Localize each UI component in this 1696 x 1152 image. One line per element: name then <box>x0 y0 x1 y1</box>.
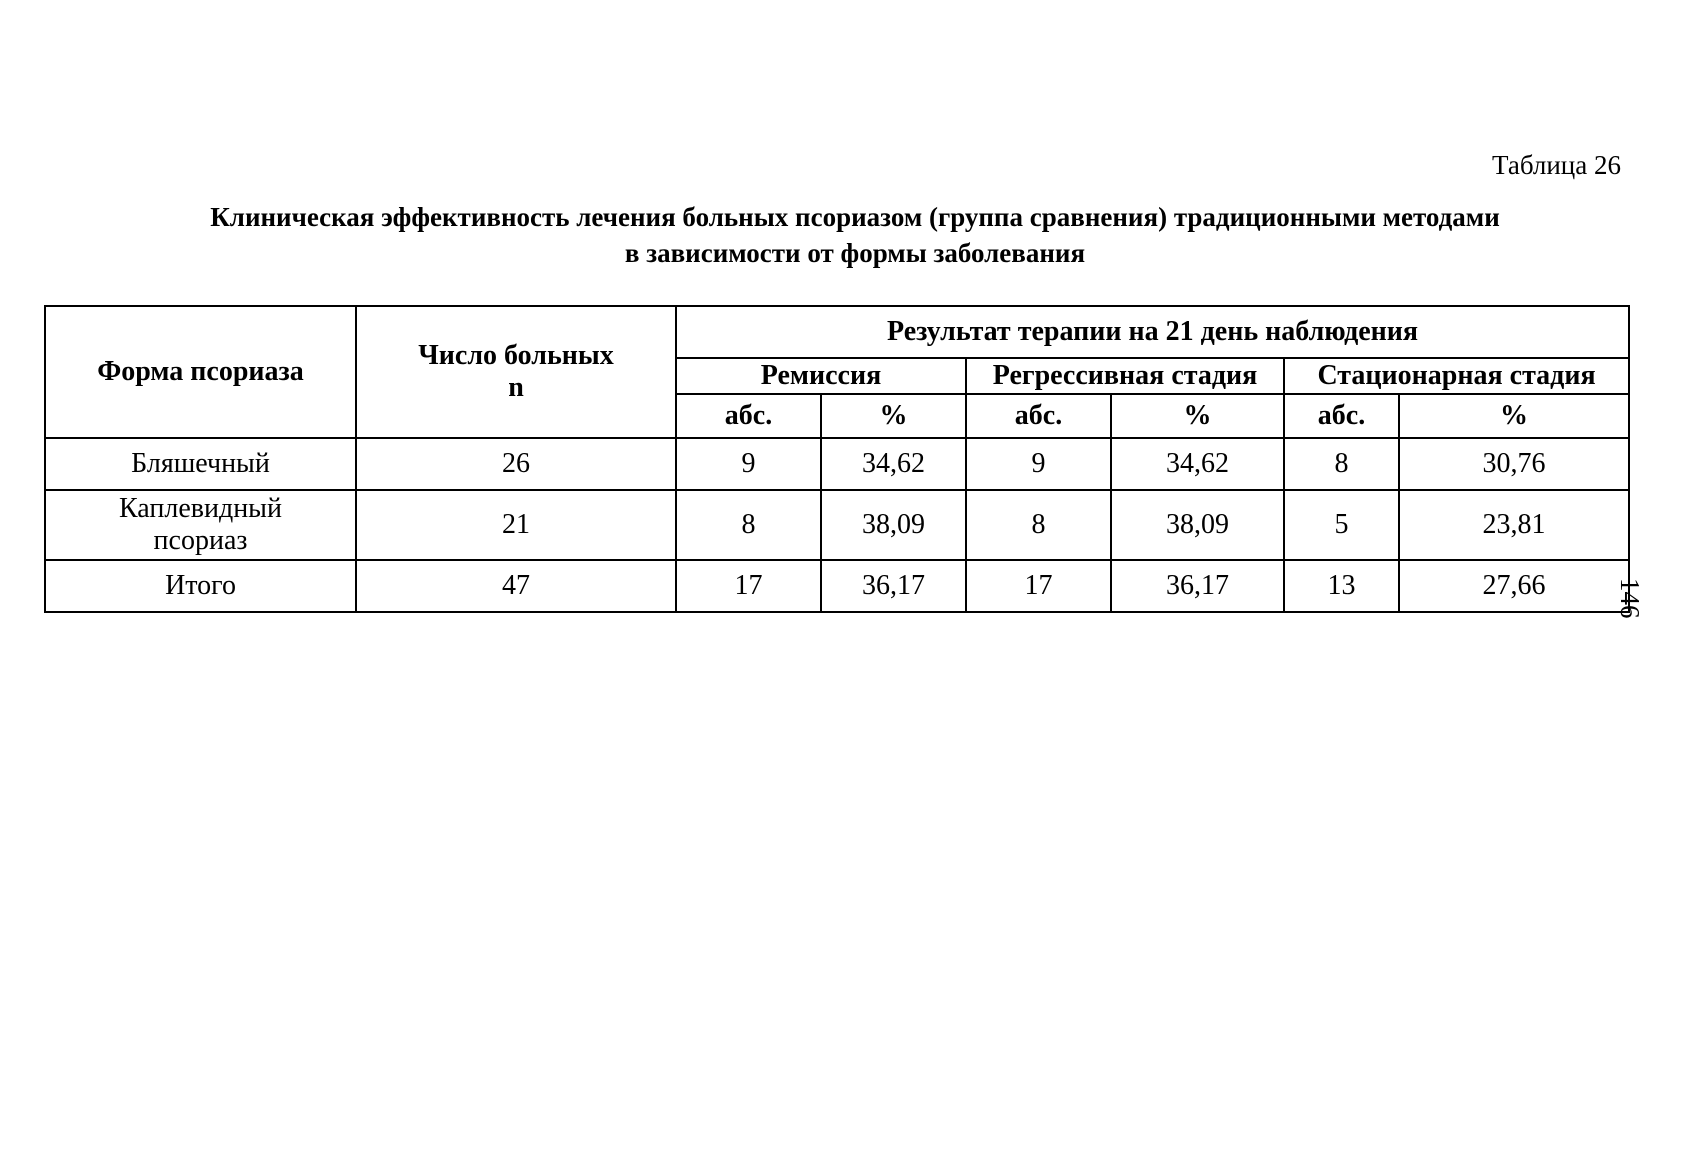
cell-form-line-2: псориаз <box>153 525 248 556</box>
cell-patient-count: 47 <box>356 560 676 612</box>
cell-remission-pct: 38,09 <box>821 490 966 560</box>
cell-form <box>45 490 356 560</box>
cell-patient-count: 21 <box>356 490 676 560</box>
header-patient-count-n: n <box>508 372 524 403</box>
cell-stationary-abs: 5 <box>1284 490 1399 560</box>
header-remission-pct: % <box>821 394 966 438</box>
header-patient-count-label: Число больных <box>418 340 614 371</box>
header-therapy-result: Результат терапии на 21 день наблюдения <box>676 306 1629 358</box>
cell-remission-pct: 36,17 <box>821 560 966 612</box>
header-patient-count <box>356 306 676 438</box>
results-table <box>44 305 1630 613</box>
cell-form-line-1: Каплевидный <box>119 493 282 524</box>
title-line-1: Клиническая эффективность лечения больных псориазом (группа сравнения) традиционными методами <box>210 202 1500 232</box>
cell-regressive-abs: 9 <box>966 438 1111 490</box>
cell-remission-pct: 34,62 <box>821 438 966 490</box>
cell-patient-count: 26 <box>356 438 676 490</box>
cell-stationary-pct: 27,66 <box>1399 560 1629 612</box>
title-line-2: в зависимости от формы заболевания <box>624 238 1086 268</box>
page-number: 146 <box>1615 578 1645 619</box>
header-regressive-abs: абс. <box>966 394 1111 438</box>
header-row-1 <box>45 306 1629 358</box>
header-remission: Ремиссия <box>676 358 966 394</box>
cell-regressive-pct: 34,62 <box>1111 438 1284 490</box>
header-stationary-stage: Стационарная стадия <box>1284 358 1629 394</box>
table-number-label: Таблица 26 <box>1492 150 1621 180</box>
table-row <box>45 560 1629 612</box>
table-row <box>45 438 1629 490</box>
header-regressive-pct: % <box>1111 394 1284 438</box>
header-stationary-abs: абс. <box>1284 394 1399 438</box>
cell-remission-abs: 17 <box>676 560 821 612</box>
cell-remission-abs: 8 <box>676 490 821 560</box>
cell-stationary-pct: 23,81 <box>1399 490 1629 560</box>
cell-stationary-abs: 8 <box>1284 438 1399 490</box>
cell-form: Бляшечный <box>45 438 356 490</box>
header-remission-abs: абс. <box>676 394 821 438</box>
cell-stationary-pct: 30,76 <box>1399 438 1629 490</box>
cell-stationary-abs: 13 <box>1284 560 1399 612</box>
cell-regressive-pct: 38,09 <box>1111 490 1284 560</box>
cell-regressive-abs: 8 <box>966 490 1111 560</box>
cell-regressive-abs: 17 <box>966 560 1111 612</box>
header-regressive-stage: Регрессивная стадия <box>966 358 1284 394</box>
header-form: Форма псориаза <box>45 306 356 438</box>
table-row <box>45 490 1629 560</box>
cell-regressive-pct: 36,17 <box>1111 560 1284 612</box>
cell-form: Итого <box>45 560 356 612</box>
table-title <box>80 199 1630 271</box>
cell-remission-abs: 9 <box>676 438 821 490</box>
header-stationary-pct: % <box>1399 394 1629 438</box>
